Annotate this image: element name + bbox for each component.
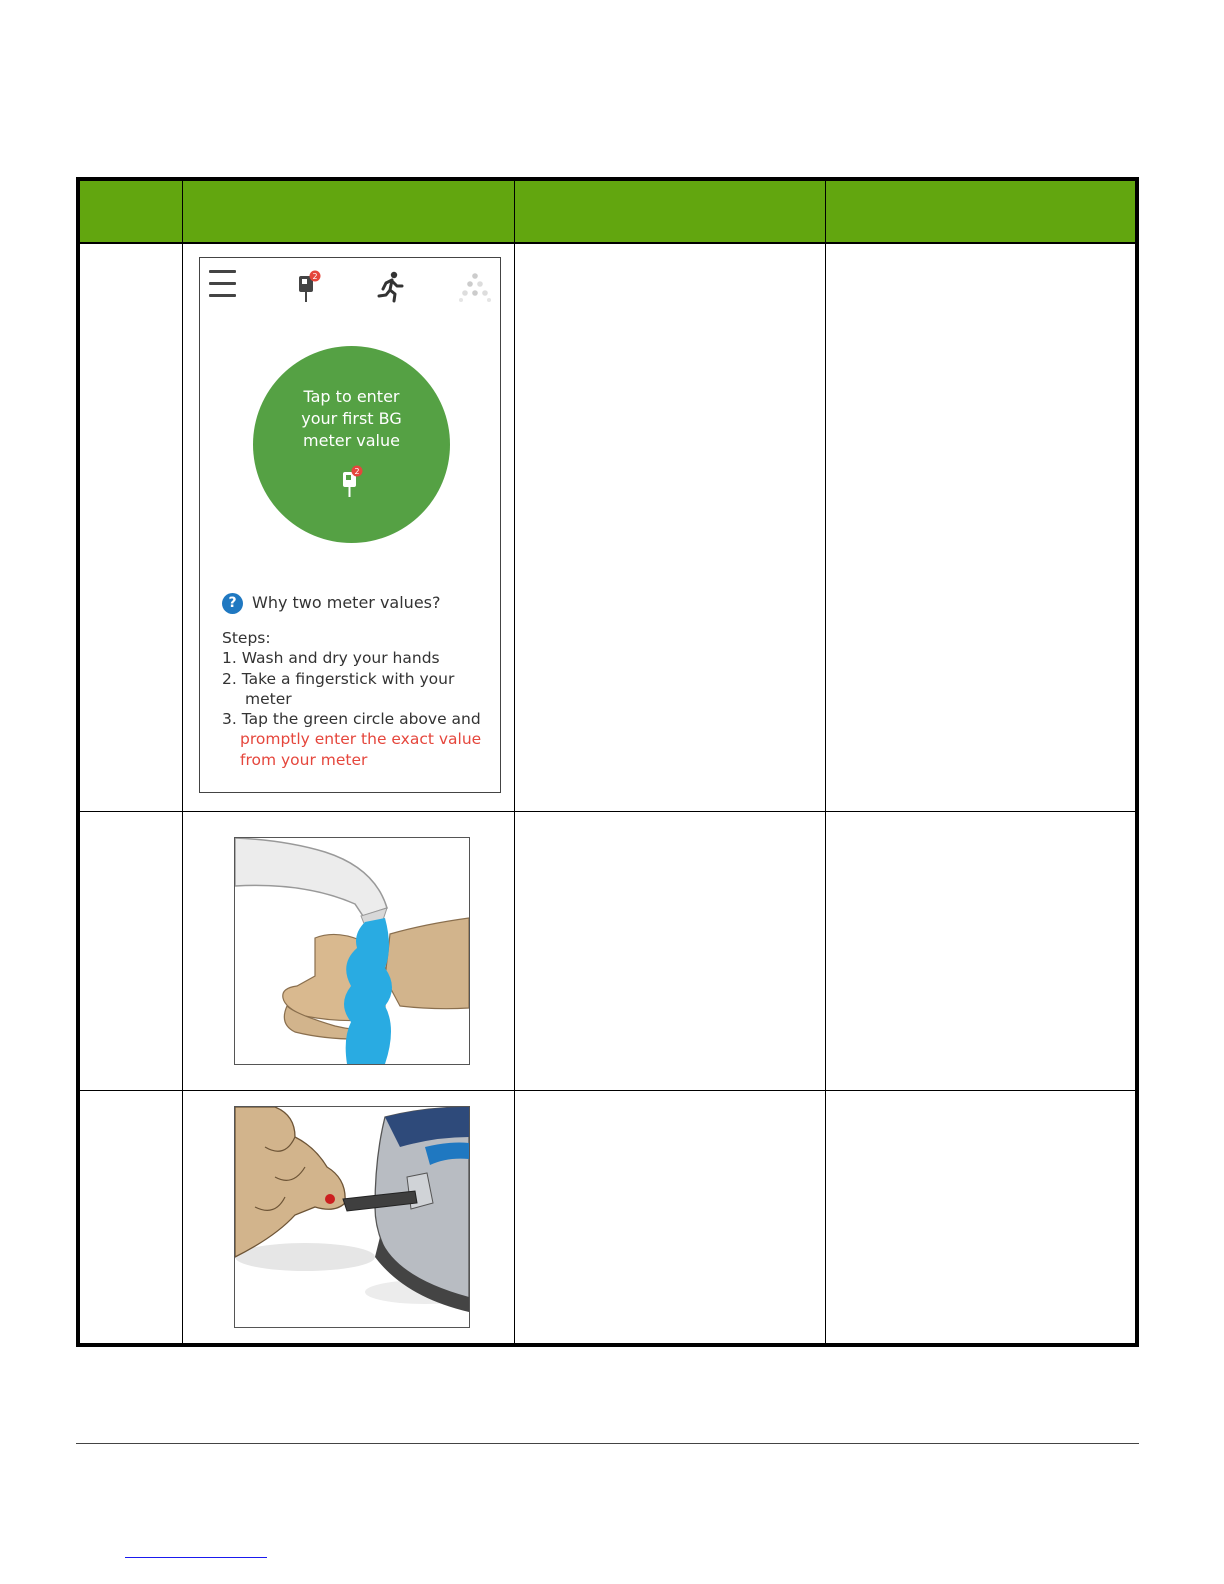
footer-link-underline[interactable]	[125, 1557, 267, 1558]
table-header-row	[80, 181, 1135, 244]
meter-badge: 2	[312, 272, 318, 281]
why-label: Why two meter values?	[252, 593, 441, 612]
question-icon: ?	[222, 593, 243, 614]
enter-bg-label: Tap to enter your first BG meter value	[301, 387, 402, 450]
row-divider	[80, 811, 1135, 812]
step-1: 1. Wash and dry your hands	[222, 649, 440, 668]
hand-washing-illustration	[234, 837, 470, 1065]
step-3-emphasis-cont: from your meter	[240, 750, 368, 769]
step-3: 3. Tap the green circle above and	[222, 710, 481, 729]
menu-icon[interactable]	[209, 270, 237, 302]
loading-dots-icon	[459, 272, 491, 304]
running-person-icon[interactable]	[375, 271, 405, 303]
column-divider	[514, 181, 515, 1343]
instruction-table	[76, 177, 1139, 1347]
column-divider	[825, 181, 826, 1343]
fingerstick-illustration	[234, 1106, 470, 1328]
bg-meter-icon	[342, 465, 362, 497]
step-2: 2. Take a fingerstick with your	[222, 669, 455, 688]
app-screenshot	[199, 257, 501, 793]
enter-bg-button[interactable]	[253, 346, 450, 543]
footer-rule	[76, 1443, 1139, 1444]
meter-badge: 2	[354, 467, 360, 476]
step-3-emphasis: promptly enter the exact value	[240, 730, 482, 749]
column-divider	[182, 181, 183, 1343]
steps-list	[222, 628, 497, 770]
bg-meter-icon[interactable]	[298, 270, 324, 304]
steps-title: Steps:	[222, 629, 271, 647]
row-divider	[80, 1090, 1135, 1091]
step-2-cont: meter	[245, 689, 292, 708]
